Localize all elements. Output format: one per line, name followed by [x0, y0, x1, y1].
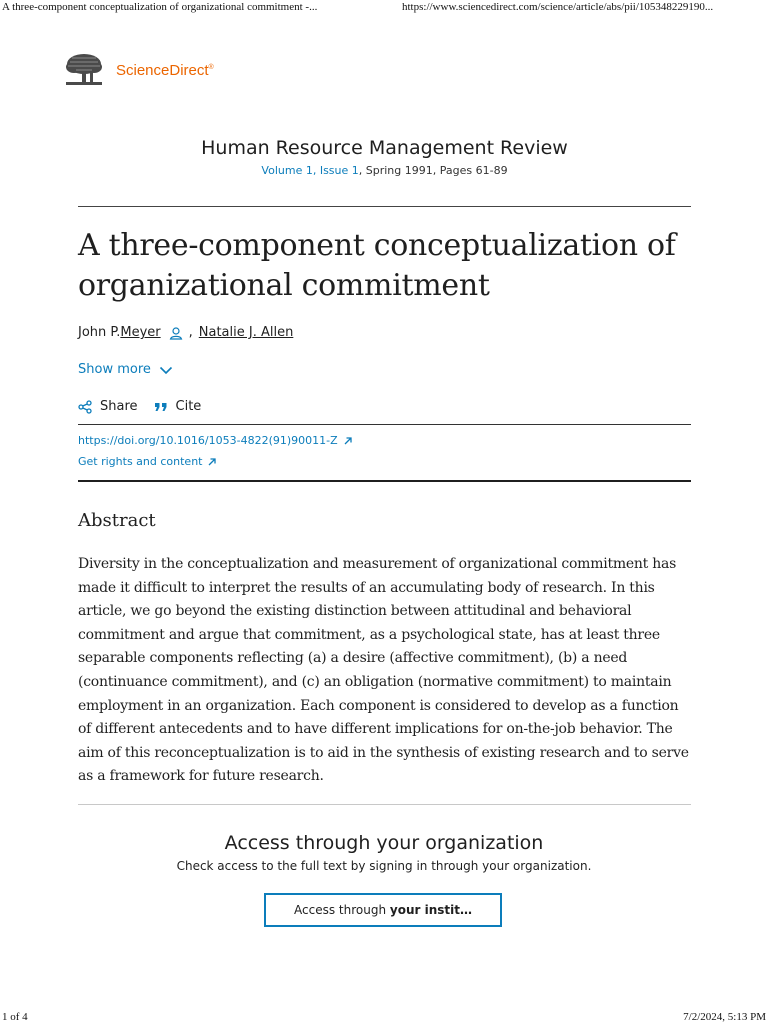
doi-link[interactable] [78, 434, 353, 447]
registered-mark: ® [208, 63, 214, 71]
show-more-label: Show more [78, 362, 151, 377]
issue-link[interactable]: Volume 1, Issue 1 [261, 164, 359, 177]
print-header [0, 0, 768, 16]
author-list [78, 325, 293, 340]
external-arrow-icon [207, 457, 217, 467]
author-link-meyer[interactable]: Meyer [120, 325, 161, 340]
divider [78, 804, 691, 805]
access-button-prefix: Access through [294, 903, 390, 917]
print-page-url: https://www.sciencedirect.com/science/article/abs/pii/105348229190... [402, 1, 714, 13]
author-link-allen[interactable]: Natalie J. Allen [198, 325, 294, 340]
article-actions [78, 399, 217, 414]
article-title: A three-component conceptualization of organizational commitment [78, 228, 676, 303]
divider [78, 206, 691, 207]
print-datetime: 7/2/2024, 5:13 PM [683, 1011, 766, 1023]
access-heading: Access through your organization [224, 832, 544, 854]
divider [78, 480, 691, 482]
print-page-title: A three-component conceptualization of organizational commitment -... [2, 1, 318, 13]
journal-info [78, 134, 691, 177]
issue-line [78, 164, 691, 177]
share-button[interactable] [78, 399, 138, 414]
access-institution-button[interactable] [264, 893, 502, 927]
rights-text: Get rights and content [78, 455, 203, 468]
cite-button[interactable] [154, 399, 202, 414]
access-button-bold: your instit… [389, 903, 472, 917]
sciencedirect-logo[interactable] [62, 52, 214, 88]
journal-title[interactable]: Human Resource Management Review [201, 137, 568, 159]
issue-details: , Spring 1991, Pages 61-89 [358, 164, 508, 177]
rights-link[interactable] [78, 455, 217, 468]
elsevier-tree-logo-icon [62, 52, 106, 88]
abstract-text: Diversity in the conceptualization and measurement of organizational commitment has made it difficult to interpret the results of an accumulating body of research. In this article, we go beyond the existing distinction between attitudinal and behavioral commitment and argue that commitment, as a psychological state, has at least three separable components reflecting (a) a desire (affective commitment), (b) a need (continuance commitment), and (c) an obligation (normative commitment) to maintain employment in an organization. Each component is considered to develop as a function of different antecedents and to have different implications for on-the-job behavior. The aim of this reconceptualization is to aid in the synthesis of existing research and to serve as a framework for future research. [78, 556, 689, 785]
doi-text: https://doi.org/10.1016/1053-4822(91)90011-Z [78, 434, 338, 447]
show-more-button[interactable] [78, 362, 173, 377]
author-first-name: John P. [78, 325, 121, 340]
cite-label: Cite [175, 399, 202, 414]
access-subtext: Check access to the full text by signing in through your organization. [176, 859, 592, 873]
divider [78, 424, 691, 425]
external-arrow-icon [343, 436, 353, 446]
quote-icon [154, 401, 168, 413]
author-separator: , [188, 325, 193, 340]
share-icon [78, 400, 92, 414]
abstract-heading: Abstract [78, 510, 156, 531]
brand-name: ScienceDirect® [116, 61, 214, 79]
print-page-number: 1 of 4 [2, 1011, 28, 1023]
access-section [0, 829, 768, 873]
share-label: Share [100, 399, 138, 414]
person-icon[interactable] [169, 326, 183, 340]
chevron-down-icon [159, 365, 173, 375]
